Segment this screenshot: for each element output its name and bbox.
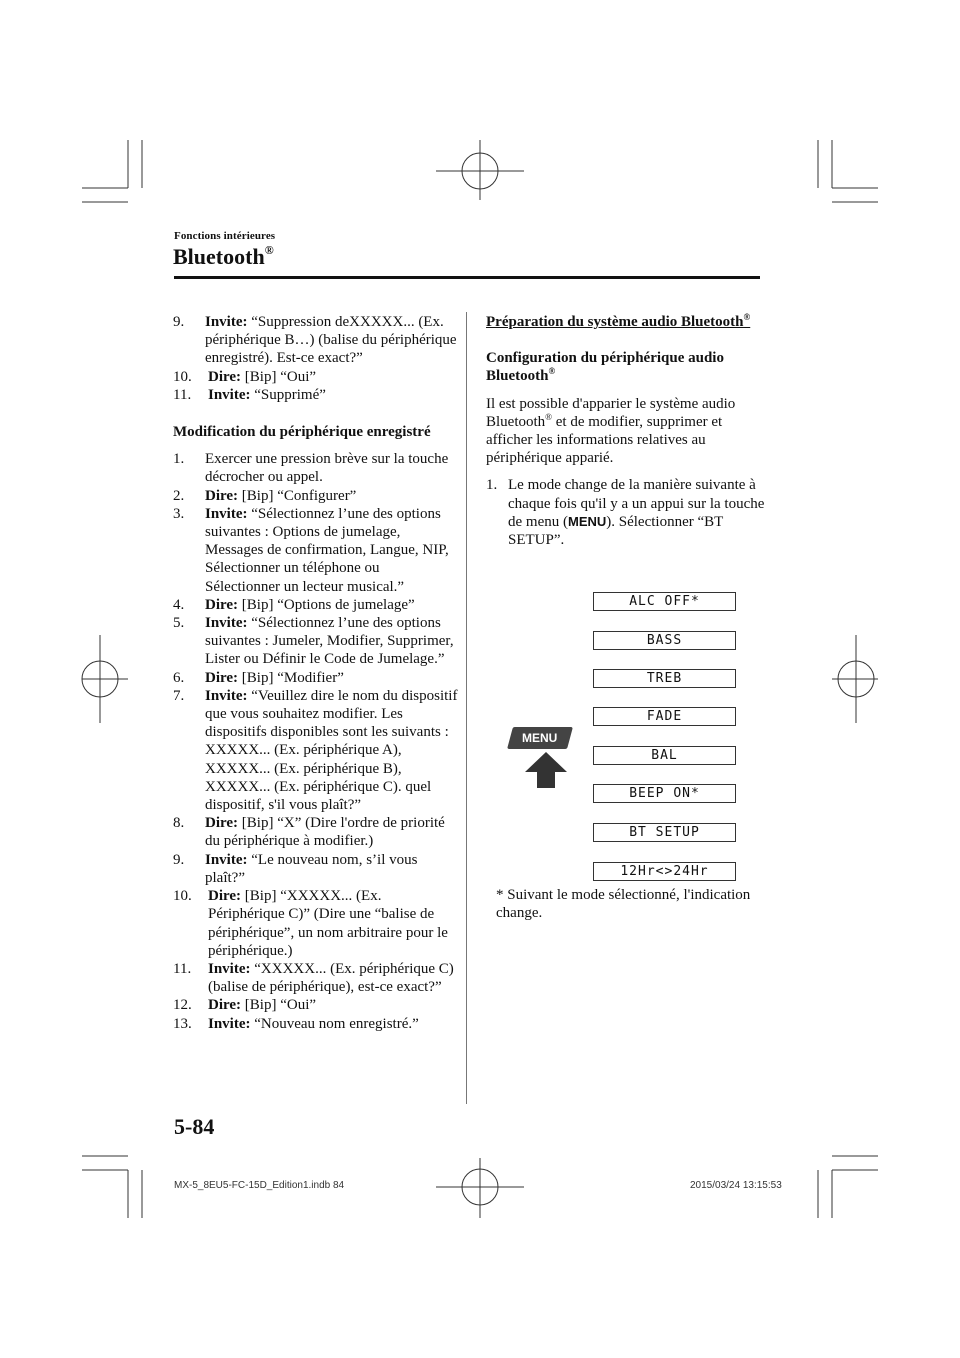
step-body: “Sélectionnez l’une des options suivantes : Options de jumelage, Messages de confirmation, Langue, NIP, Sélectionner un téléphone ou Sélectionner un lecteur musical.” [205,505,449,595]
step-label: Dire: [205,815,239,832]
step-number: 13. [173,1015,192,1032]
step-text [208,386,458,404]
list-item [173,596,458,614]
column-divider [466,312,467,1104]
step-body: “Sélectionnez l’une des options suivantes : Jumeler, Modifier, Supprimer, Lister ou Définir le Code de Jumelage.” [205,615,454,668]
step-body: “Suppression deXXXXX... (Ex. périphérique B…) (balise du périphérique enregistré). Est-ce exact?” [205,314,457,367]
step-number: 12. [173,997,192,1014]
subsection-heading-text: Configuration du périphérique audio Bluetooth [486,350,724,385]
display-screen: BEEP ON* [593,784,736,803]
list-item [173,450,458,486]
step-text [205,614,458,669]
display-screen: 12Hr<>24Hr [593,862,736,881]
step-label: Invite: [205,851,248,868]
list-item [173,851,458,887]
up-arrow-icon [521,750,571,790]
section-heading-main [486,313,768,331]
step-number: 2. [173,487,185,504]
step-text [208,960,458,996]
list-item [173,669,458,687]
step-label: Invite: [208,960,251,977]
section-heading-main-text: Préparation du système audio Bluetooth [486,314,744,330]
step-body: [Bip] “Oui” [241,997,317,1014]
step-body: “XXXXX... (Ex. périphérique C) (balise de périphérique), est-ce exact?” [208,960,454,996]
step-body: [Bip] “X” (Dire l'ordre de priorité du périphérique à modifier.) [205,815,445,850]
step-text [508,476,768,549]
display-screen: ALC OFF* [593,592,736,611]
step-label: Dire: [205,487,239,504]
step-body: [Bip] “XXXXX... (Ex. Périphérique C)” (Dire une “balise de périphérique”, un nom arbitraire pour le périphérique.) [208,888,448,959]
step-body: [Bip] “Options de jumelage” [238,596,415,613]
page-number: 5-84 [174,1114,215,1139]
step-text [205,313,458,368]
step-text [205,851,458,887]
step-text [205,505,458,596]
step-label: Invite: [205,615,248,632]
footer-file-name: MX-5_8EU5-FC-15D_Edition1.indb 84 [174,1180,345,1191]
step-number: 1. [173,451,185,468]
step-body: [Bip] “Configurer” [238,487,357,504]
step-label: Invite: [208,386,251,403]
display-screen: TREB [593,669,736,688]
step-body: [Bip] “Oui” [241,368,317,385]
step-body: “Le nouveau nom, s’il vous plaît?” [205,851,418,886]
step-label: Invite: [205,505,248,522]
step-body: Exercer une pression brève sur la touche décrocher ou appel. [205,451,449,486]
step-number: 4. [173,596,185,613]
footnote: * Suivant le mode sélectionné, l'indication change. [496,887,751,921]
step-number: 7. [173,687,185,704]
right-column [486,313,768,549]
list-modify-steps [173,450,458,1033]
step-number: 1. [486,477,498,494]
list-item [173,960,458,996]
step-label: Invite: [205,687,248,704]
list-item [486,476,768,549]
step-number: 11. [173,960,192,977]
header-rule [174,276,760,279]
intro-paragraph [486,395,768,468]
step-number: 3. [173,505,185,522]
section-label: Fonctions intérieures [174,230,276,242]
menu-button [507,727,573,749]
display-screen: BT SETUP [593,823,736,842]
display-screen: BASS [593,631,736,650]
step-text-a: Le mode change de la manière suivante à chaque fois qu'il y a un appui sur la touche de menu ( [508,477,765,530]
left-column [173,313,458,1033]
step-number: 10. [173,368,192,385]
step-label: Dire: [205,669,239,686]
step-number: 9. [173,851,185,868]
list-item [173,487,458,505]
subsection-heading [486,349,768,385]
list-item [173,1015,458,1033]
step-label: Invite: [208,1015,251,1032]
step-text [208,1015,458,1033]
step-text [208,368,458,386]
menu-button-label: MENU [522,731,558,745]
registered-mark: ® [548,366,556,377]
list-item [173,614,458,669]
registered-mark: ® [264,242,274,257]
step-number: 11. [173,386,192,403]
step-text-b: ). Sélectionner “BT SETUP”. [508,513,724,549]
list-deletion-steps [173,313,458,404]
page-title-text: Bluetooth [173,244,265,269]
step-text [205,669,458,687]
step-label: Invite: [205,314,248,330]
step-label: Dire: [208,997,242,1014]
registered-mark: ® [743,312,751,322]
step-text [205,687,458,814]
list-item [173,687,458,814]
step-number: 10. [173,888,192,905]
step-text [205,450,458,486]
section-heading: Modification du périphérique enregistré [173,424,431,441]
list-item [173,887,458,960]
intro-text-b: et de modifier, supprimer et afficher les informations relatives au périphérique apparié. [486,413,723,467]
display-screen: FADE [593,707,736,726]
menu-key-label: MENU [567,513,607,529]
step-number: 5. [173,615,185,632]
step-number: 9. [173,314,185,330]
list-item [173,313,458,368]
step-number: 8. [173,815,185,832]
step-label: Dire: [208,888,242,905]
step-body: [Bip] “Modifier” [238,669,344,686]
list-item [173,814,458,850]
registered-mark: ® [545,411,553,422]
step-body: “Veuillez dire le nom du dispositif que vous souhaitez modifier. Les dispositifs disponibles sont les suivants : XXXXX... (Ex. périphérique A), XXXXX... (Ex. périphérique B), XXXXX... (Ex. périphérique C). quel dispositif, s'il vous plaît?” [205,687,458,814]
list-item [173,386,458,404]
step-body: “Supprimé” [250,386,326,403]
list-item [173,368,458,386]
step-text [208,996,458,1014]
step-text [205,596,458,614]
step-label: Dire: [208,368,242,385]
list-item [173,996,458,1014]
intro-text-a: Il est possible d'apparier le système audio Bluetooth [486,395,736,430]
footer-timestamp: 2015/03/24 13:15:53 [690,1180,782,1191]
step-text [208,887,458,960]
step-label: Dire: [205,596,239,613]
step-number: 6. [173,669,185,686]
list-item [173,505,458,596]
step-text [205,814,458,850]
step-body: “Nouveau nom enregistré.” [250,1015,419,1032]
step-text [205,487,458,505]
display-screen: BAL [593,746,736,765]
page-title [173,244,274,270]
